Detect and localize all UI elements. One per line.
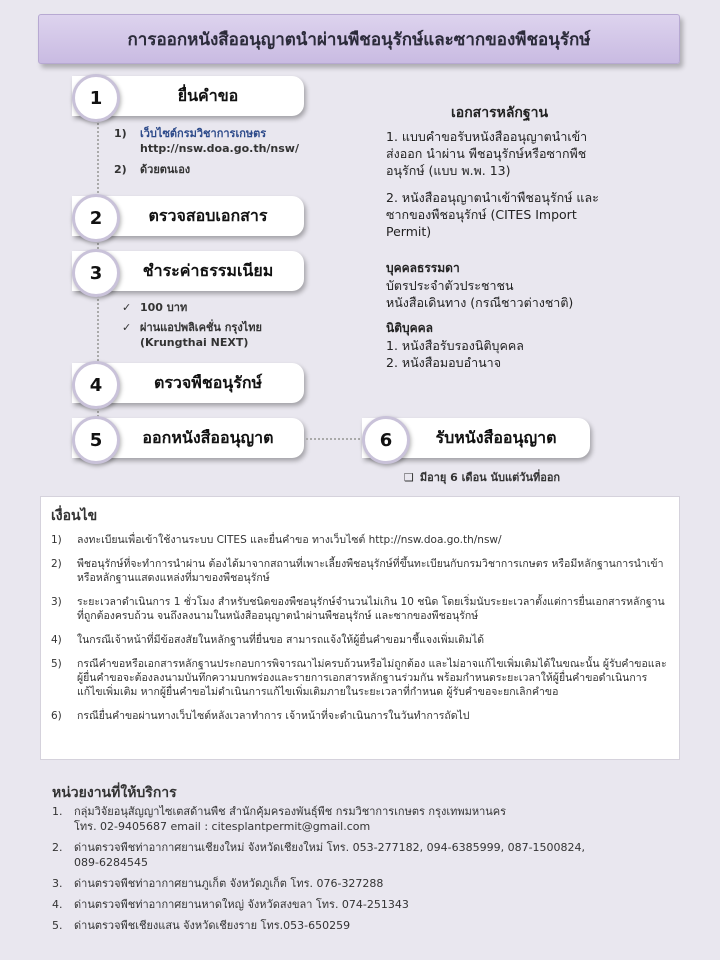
services-list xyxy=(52,804,682,939)
check-icon: ✓ xyxy=(122,301,132,314)
condition-number: 5) xyxy=(51,658,62,670)
documents-juristic-item-2: 2. หนังสือมอบอำนาจ xyxy=(386,355,502,370)
condition-item xyxy=(51,595,671,623)
service-item xyxy=(52,918,682,933)
service-contact: 089-6284545 xyxy=(74,856,148,869)
service-item xyxy=(52,840,682,870)
documents-person xyxy=(386,260,573,311)
step-4-number: 4 xyxy=(72,361,120,409)
documents-title: เอกสารหลักฐาน xyxy=(451,105,549,121)
step-1-label: ยื่นคำขอ xyxy=(72,76,304,116)
step-5-to-6-connector xyxy=(306,438,364,440)
service-item xyxy=(52,876,682,891)
condition-number: 1) xyxy=(51,534,62,546)
step-6-validity: มีอายุ 6 เดือน นับแต่วันที่ออก xyxy=(419,471,561,484)
step-3-options xyxy=(122,300,262,350)
page-title: การออกหนังสืออนุญาตนำผ่านพืชอนุรักษ์และซากของพืชอนุรักษ์ xyxy=(38,14,680,64)
service-line: ด่านตรวจพืชท่าอากาศยานภูเก็ต จังหวัดภูเก็ต โทร. 076-327288 xyxy=(74,877,384,890)
step-1-option-2-marker: 2) xyxy=(114,163,127,176)
documents-juristic-title: นิติบุคคล xyxy=(386,321,434,335)
service-line: ด่านตรวจพืชเชียงแสน จังหวัดเชียงราย โทร.053-650259 xyxy=(74,919,351,932)
step-1-option-1-marker: 1) xyxy=(114,127,127,140)
condition-number: 3) xyxy=(51,596,62,608)
service-number: 5. xyxy=(52,919,63,932)
service-item xyxy=(52,804,682,834)
step-6-note xyxy=(404,468,560,486)
step-3-fee: 100 บาท xyxy=(140,301,188,314)
step-1-options xyxy=(114,126,299,177)
documents-person-item-1: บัตรประจำตัวประชาชน xyxy=(386,278,514,293)
step-1-option-1-line1: เว็บไซต์กรมวิชาการเกษตร xyxy=(140,127,267,140)
condition-number: 2) xyxy=(51,558,62,570)
step-4 xyxy=(72,363,304,405)
documents-item-1-line1: 1. แบบคำขอรับหนังสืออนุญาตนำเข้า xyxy=(386,129,588,144)
step-6 xyxy=(362,418,590,460)
documents-juristic-item-1: 1. หนังสือรับรองนิติบุคคล xyxy=(386,338,524,353)
condition-text: ในกรณีเจ้าหน้าที่มีข้อสงสัยในหลักฐานที่ยื่นขอ สามารถแจ้งให้ผู้ยื่นคำขอมาชี้แจงเพิ่มเติมได้ xyxy=(77,634,485,646)
condition-item xyxy=(51,557,671,585)
condition-text: กรณียื่นคำขอผ่านทางเว็บไซต์หลังเวลาทำการ เจ้าหน้าที่จะดำเนินการในวันทำการถัดไป xyxy=(77,710,470,722)
step-6-number: 6 xyxy=(362,416,410,464)
conditions-title: เงื่อนไข xyxy=(51,508,98,524)
service-number: 4. xyxy=(52,898,63,911)
condition-item xyxy=(51,709,671,723)
documents-person-title: บุคคลธรรมดา xyxy=(386,261,460,275)
condition-item xyxy=(51,633,671,647)
step-5 xyxy=(72,418,304,460)
step-6-label: รับหนังสืออนุญาต xyxy=(362,418,590,458)
condition-text: กรณีคำขอหรือเอกสารหลักฐานประกอบการพิจารณาไม่ครบถ้วนหรือไม่ถูกต้อง และไม่อาจแก้ไขเพิ่มเติมได้ในขณะนั้น ผู้รับคำขอและผู้ยื่นคำขอจะต้องลงนามบันทึกความบกพร่องและรายการเอกสารหลักฐานร่วมกัน พร้อมกำหนดระยะเวลาให้ผู้ยื่นคำขอดำเนินการแก้ไขเพิ่มเติม หากผู้ยื่นคำขอไม่ดำเนินการแก้ไขเพิ่มเติมภายในระยะเวลาที่กำหนด ผู้รับคำขอจะยกเลิกคำขอ xyxy=(77,658,667,698)
step-1-option-1-url: http://nsw.doa.go.th/nsw/ xyxy=(140,142,299,155)
condition-number: 4) xyxy=(51,634,62,646)
step-4-label: ตรวจพืชอนุรักษ์ xyxy=(72,363,304,403)
service-number: 2. xyxy=(52,841,63,854)
condition-text: ลงทะเบียนเพื่อเข้าใช้งานระบบ CITES และยื่นคำขอ ทางเว็บไซต์ http://nsw.doa.go.th/nsw/ xyxy=(77,534,502,546)
step-3-label: ชำระค่าธรรมเนียม xyxy=(72,251,304,291)
service-line: ด่านตรวจพืชท่าอากาศยานเชียงใหม่ จังหวัดเชียงใหม่ โทร. 053-277182, 094-6385999, 087-1500824, xyxy=(74,841,586,854)
service-contact: โทร. 02-9405687 email : citesplantpermit@gmail.com xyxy=(74,820,371,833)
step-1-option-2-line1: ด้วยตนเอง xyxy=(140,163,191,176)
step-1 xyxy=(72,76,304,118)
check-icon: ✓ xyxy=(122,321,132,334)
documents-item-1-line2: ส่งออก นำผ่าน พืชอนุรักษ์หรือซากพืช xyxy=(386,146,587,161)
documents-item-1-line3: อนุรักษ์ (แบบ พ.พ. 13) xyxy=(386,163,511,178)
documents-item-2-line2: ซากของพืชอนุรักษ์ (CITES Import xyxy=(386,207,577,222)
conditions-box xyxy=(40,496,680,760)
documents-item-2-line3: Permit) xyxy=(386,224,432,239)
services-title: หน่วยงานที่ให้บริการ xyxy=(52,785,177,801)
documents-item-2 xyxy=(386,189,599,240)
conditions-list xyxy=(51,533,671,733)
documents-juristic xyxy=(386,320,524,371)
service-number: 3. xyxy=(52,877,63,890)
condition-text: พืชอนุรักษ์ที่จะทำการนำผ่าน ต้องได้มาจากสถานที่เพาะเลี้ยงพืชอนุรักษ์ที่ขึ้นทะเบียนกับกรมวิชาการเกษตร หรือมีหลักฐานการนำเข้า หรือหลักฐานแสดงแหล่งที่มาของพืชอนุรักษ์ xyxy=(77,558,664,584)
documents-item-1 xyxy=(386,128,587,179)
condition-item xyxy=(51,533,671,547)
step-3-number: 3 xyxy=(72,249,120,297)
step-3-payment-line2: (Krungthai NEXT) xyxy=(140,336,249,349)
service-line: ด่านตรวจพืชท่าอากาศยานหาดใหญ่ จังหวัดสงขลา โทร. 074-251343 xyxy=(74,898,409,911)
condition-text: ระยะเวลาดำเนินการ 1 ชั่วโมง สำหรับชนิดของพืชอนุรักษ์จำนวนไม่เกิน 10 ชนิด โดยเริ่มนับระยะเวลาตั้งแต่การยื่นเอกสารหลักฐานที่ถูกต้องครบถ้วน จนถึงลงนามในหนังสืออนุญาตนำผ่านพืชอนุรักษ์ และซากของพืชอนุรักษ์ xyxy=(77,596,665,622)
step-5-number: 5 xyxy=(72,416,120,464)
service-number: 1. xyxy=(52,805,63,818)
service-item xyxy=(52,897,682,912)
step-2-label: ตรวจสอบเอกสาร xyxy=(72,196,304,236)
condition-number: 6) xyxy=(51,710,62,722)
documents-person-item-2: หนังสือเดินทาง (กรณีชาวต่างชาติ) xyxy=(386,295,574,310)
service-line: กลุ่มวิจัยอนุสัญญาไซเตสด้านพืช สำนักคุ้มครองพันธุ์พืช กรมวิชาการเกษตร กรุงเทพมหานคร xyxy=(74,805,507,818)
documents-item-2-line1: 2. หนังสืออนุญาตนำเข้าพืชอนุรักษ์ และ xyxy=(386,190,599,205)
step-1-number: 1 xyxy=(72,74,120,122)
step-5-label: ออกหนังสืออนุญาต xyxy=(72,418,304,458)
step-2-number: 2 xyxy=(72,194,120,242)
step-2 xyxy=(72,196,304,238)
step-3 xyxy=(72,251,304,293)
condition-item xyxy=(51,657,671,699)
checkbox-icon: ❑ xyxy=(404,471,414,484)
step-3-payment-line1: ผ่านแอปพลิเคชั่น กรุงไทย xyxy=(140,321,262,334)
